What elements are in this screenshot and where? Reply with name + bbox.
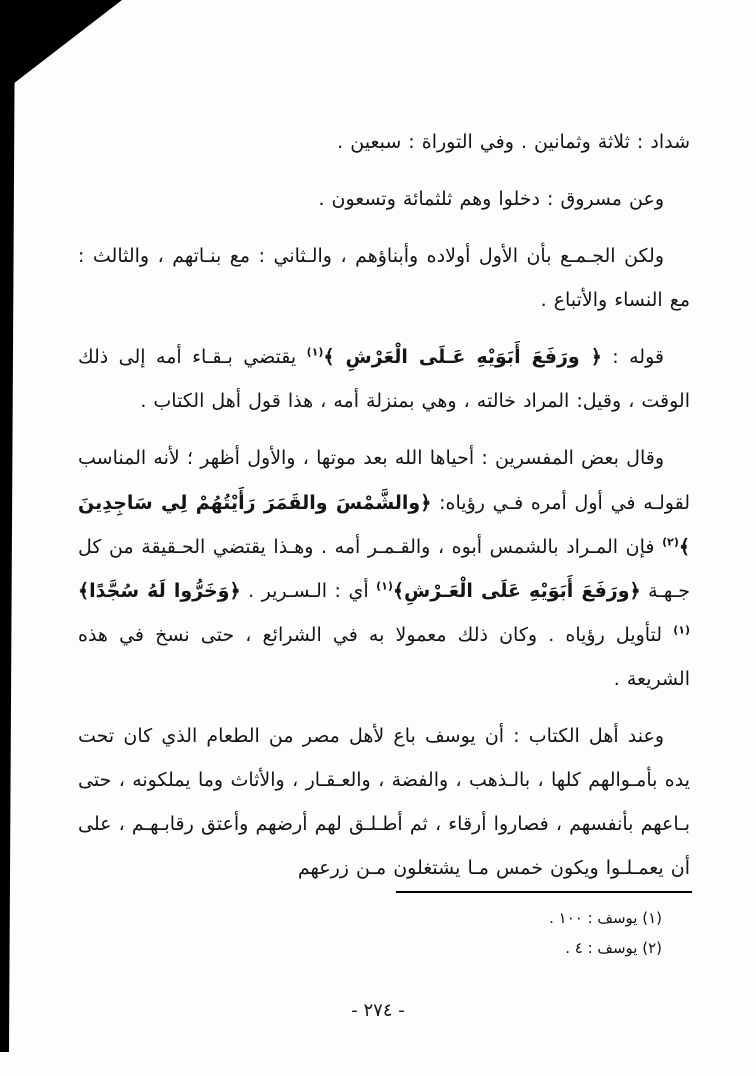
- paragraph: [78, 436, 690, 700]
- footnote-marker: (١): [673, 623, 690, 637]
- body-text: ولكن الجـمـع بأن الأول أولاده وأبناؤهم ، والـثاني : مع بنـاتهم ، والثالث : مع النساء والأتباع .: [78, 245, 690, 312]
- paragraph: [78, 177, 690, 221]
- body-text: قوله :: [601, 346, 664, 369]
- paragraph: [78, 335, 690, 423]
- quran-quote: ﴿والشَّمْسَ والقَمَرَ رَأَيْتُهُمْ لِي سَاجِدِينَ ﴾: [78, 491, 690, 558]
- body-text: أي : الـسـرير .: [240, 579, 377, 602]
- footnote-marker: (١): [376, 579, 393, 593]
- page-number: - ٢٧٤ -: [351, 1000, 405, 1021]
- scan-artifact-left-edge: [0, 0, 15, 1052]
- body-text: فإن المـراد بالشمس أبوه ، والقـمـر أمه . وهـذا يقتضي الحـقيقة من كل جـهـة: [78, 535, 690, 602]
- body-text: يقتضي بـقـاء أمه إلى ذلك الوقت ، وقيل: المراد خالته ، وهي بمنزلة أمه ، هذا قول أهل الكتاب .: [78, 346, 690, 413]
- text-block: [78, 120, 690, 903]
- footnote-marker: (١): [306, 345, 324, 359]
- footnote-list: [392, 903, 692, 963]
- paragraph: [78, 234, 690, 322]
- paragraph: [78, 714, 690, 890]
- body-text: وعند أهل الكتاب : أن يوسف باع لأهل مصر من الطعام الذي كان تحت يده بأمـوالهم كلها ، بالـذهب ، والفضة ، والعـقـار ، والأثاث وما يملكونه ، حتى بـاعهم بأنفسهم ، فصاروا أرقاء ، ثم أطـلـق لهم أرضهم وأعتق رقابـهـم ، على أن يعمـلـوا ويكون خمس مـا يشتغلون مـن زرعهم: [78, 724, 690, 880]
- footnote-marker: (٢): [662, 535, 679, 549]
- body-text: وعن مسروق : دخلوا وهم ثلثمائة وتسعون .: [318, 188, 664, 211]
- paragraph: [78, 120, 690, 164]
- quran-quote: ﴿ ورَفَعَ أَبَوَيْهِ عَـلَى الْعَرْشِ ﴾: [323, 346, 602, 369]
- scan-artifact-corner: [0, 0, 122, 94]
- footnote-separator: [396, 891, 692, 893]
- footnote: (٢) يوسف : ٤ .: [565, 939, 662, 957]
- body-text: وقال بعض المفسرين : أحياها الله بعد موتها ، والأول أظهر ؛ لأنه المناسب لقولـه في أول أمره فـي رؤياه:: [78, 447, 691, 514]
- quran-quote: ﴿ورَفَعَ أَبَوَيْهِ عَلَى الْعَـرْشِ﴾: [392, 579, 641, 602]
- body-text: شداد : ثلاثة وثمانين . وفي التوراة : سبعين .: [337, 131, 690, 153]
- quran-quote: ﴿وَخَرُّوا لَهُ سُجَّدًا﴾: [78, 579, 241, 602]
- footnote-area: [392, 891, 692, 963]
- body-text: لتأويل رؤياه . وكان ذلك معمولا به في الشرائع ، حتى نسخ في هذه الشريعة .: [78, 623, 690, 690]
- footnote: (١) يوسف : ١٠٠ .: [549, 909, 662, 927]
